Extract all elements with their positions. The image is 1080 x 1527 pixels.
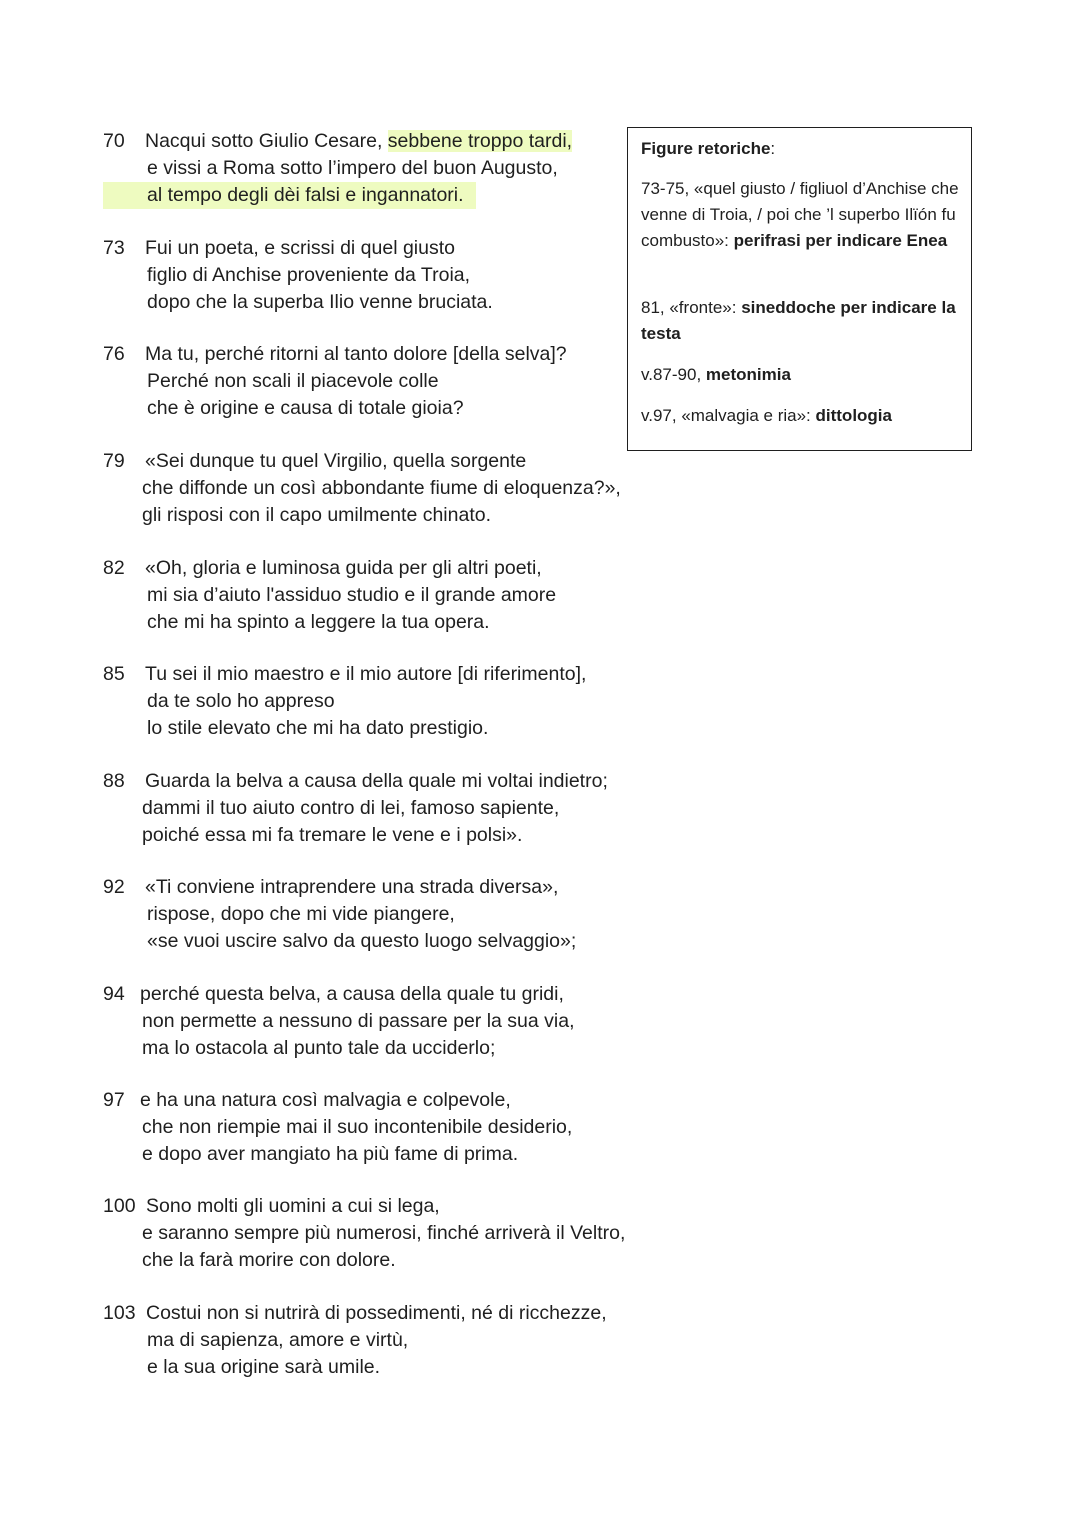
verse-number: 85 (103, 663, 125, 685)
verse-line: Tu sei il mio maestro e il mio autore [di riferimento], (145, 663, 587, 685)
verse-line: Nacqui sotto Giulio Cesare, sebbene troppo tardi, (145, 130, 573, 152)
verse-line: e dopo aver mangiato ha più fame di prima. (142, 1143, 519, 1165)
verse-line: figlio di Anchise proveniente da Troia, (147, 264, 471, 286)
verse-line: dopo che la superba Ilio venne bruciata. (147, 291, 493, 313)
verse-line: Ma tu, perché ritorni al tanto dolore [della selva]? (145, 343, 567, 365)
verse-number: 70 (103, 130, 125, 152)
verse-line: ma lo ostacola al punto tale da ucciderlo; (142, 1037, 496, 1059)
rhetorical-figures-box (627, 127, 972, 451)
verse-line: e la sua origine sarà umile. (147, 1356, 381, 1378)
verse-number: 79 (103, 450, 125, 472)
verse-line: dammi il tuo aiuto contro di lei, famoso sapiente, (142, 797, 560, 819)
verse-line: Guarda la belva a causa della quale mi voltai indietro; (145, 770, 608, 792)
verse-line: che la farà morire con dolore. (142, 1249, 396, 1271)
verse-line: rispose, dopo che mi vide piangere, (147, 903, 455, 925)
note-item: 81, «fronte»: sineddoche per indicare la testa (641, 298, 956, 343)
note-item: v.87-90, metonimia (641, 365, 791, 384)
verse-line: «Ti conviene intraprendere una strada diversa», (145, 876, 559, 898)
verse-line: Fui un poeta, e scrissi di quel giusto (145, 237, 456, 259)
verse-number: 92 (103, 876, 125, 898)
verse-line: che diffonde un così abbondante fiume di eloquenza?», (142, 477, 621, 499)
verse-line: Perché non scali il piacevole colle (147, 370, 439, 392)
verse-line: perché questa belva, a causa della quale tu gridi, (140, 983, 564, 1005)
verse-line: da te solo ho appreso (147, 690, 335, 712)
verse-line: «se vuoi uscire salvo da questo luogo selvaggio»; (147, 930, 577, 952)
verse-line: «Oh, gloria e luminosa guida per gli altri poeti, (145, 557, 542, 579)
verse-line: Costui non si nutrirà di possedimenti, né di ricchezze, (146, 1302, 607, 1324)
verse-line: che è origine e causa di totale gioia? (147, 397, 464, 419)
highlighted-text: sebbene troppo tardi, (387, 130, 573, 152)
note-item: v.97, «malvagia e ria»: dittologia (641, 406, 892, 425)
verse-number: 97 (103, 1089, 125, 1111)
verse-line: gli risposi con il capo umilmente chinato. (142, 504, 492, 526)
verse-line: non permette a nessuno di passare per la sua via, (142, 1010, 575, 1032)
verse-line: mi sia d’aiuto l'assiduo studio e il grande amore (147, 584, 557, 606)
verse-number: 73 (103, 237, 125, 259)
verse-line: e saranno sempre più numerosi, finché arriverà il Veltro, (142, 1222, 626, 1244)
verse-line: poiché essa mi fa tremare le vene e i polsi». (142, 824, 523, 846)
verse-line: e ha una natura così malvagia e colpevole, (140, 1089, 511, 1111)
verse-number: 103 (103, 1302, 136, 1324)
verse-number: 76 (103, 343, 125, 365)
verse-number: 100 (103, 1195, 136, 1217)
verse-line: lo stile elevato che mi ha dato prestigio. (147, 717, 489, 739)
verse-line: che non riempie mai il suo incontenibile desiderio, (142, 1116, 573, 1138)
verse-line: ma di sapienza, amore e virtù, (147, 1329, 409, 1351)
verse-number: 94 (103, 983, 125, 1005)
verse-number: 88 (103, 770, 125, 792)
verse-number: 82 (103, 557, 125, 579)
verse-line: che mi ha spinto a leggere la tua opera. (147, 611, 490, 633)
verse-line: Sono molti gli uomini a cui si lega, (146, 1195, 440, 1217)
verse-line: e vissi a Roma sotto l’impero del buon Augusto, (147, 157, 558, 179)
verse-line-highlighted: al tempo degli dèi falsi e ingannatori. (103, 182, 476, 209)
notes-title: Figure retoriche: (641, 139, 776, 158)
verse-line: «Sei dunque tu quel Virgilio, quella sorgente (145, 450, 527, 472)
note-item: 73-75, «quel giusto / figliuol d’Anchise che venne di Troia, / poi che ’l superbo Ilïón fu combusto»: perifrasi per indicare Enea (641, 179, 959, 250)
